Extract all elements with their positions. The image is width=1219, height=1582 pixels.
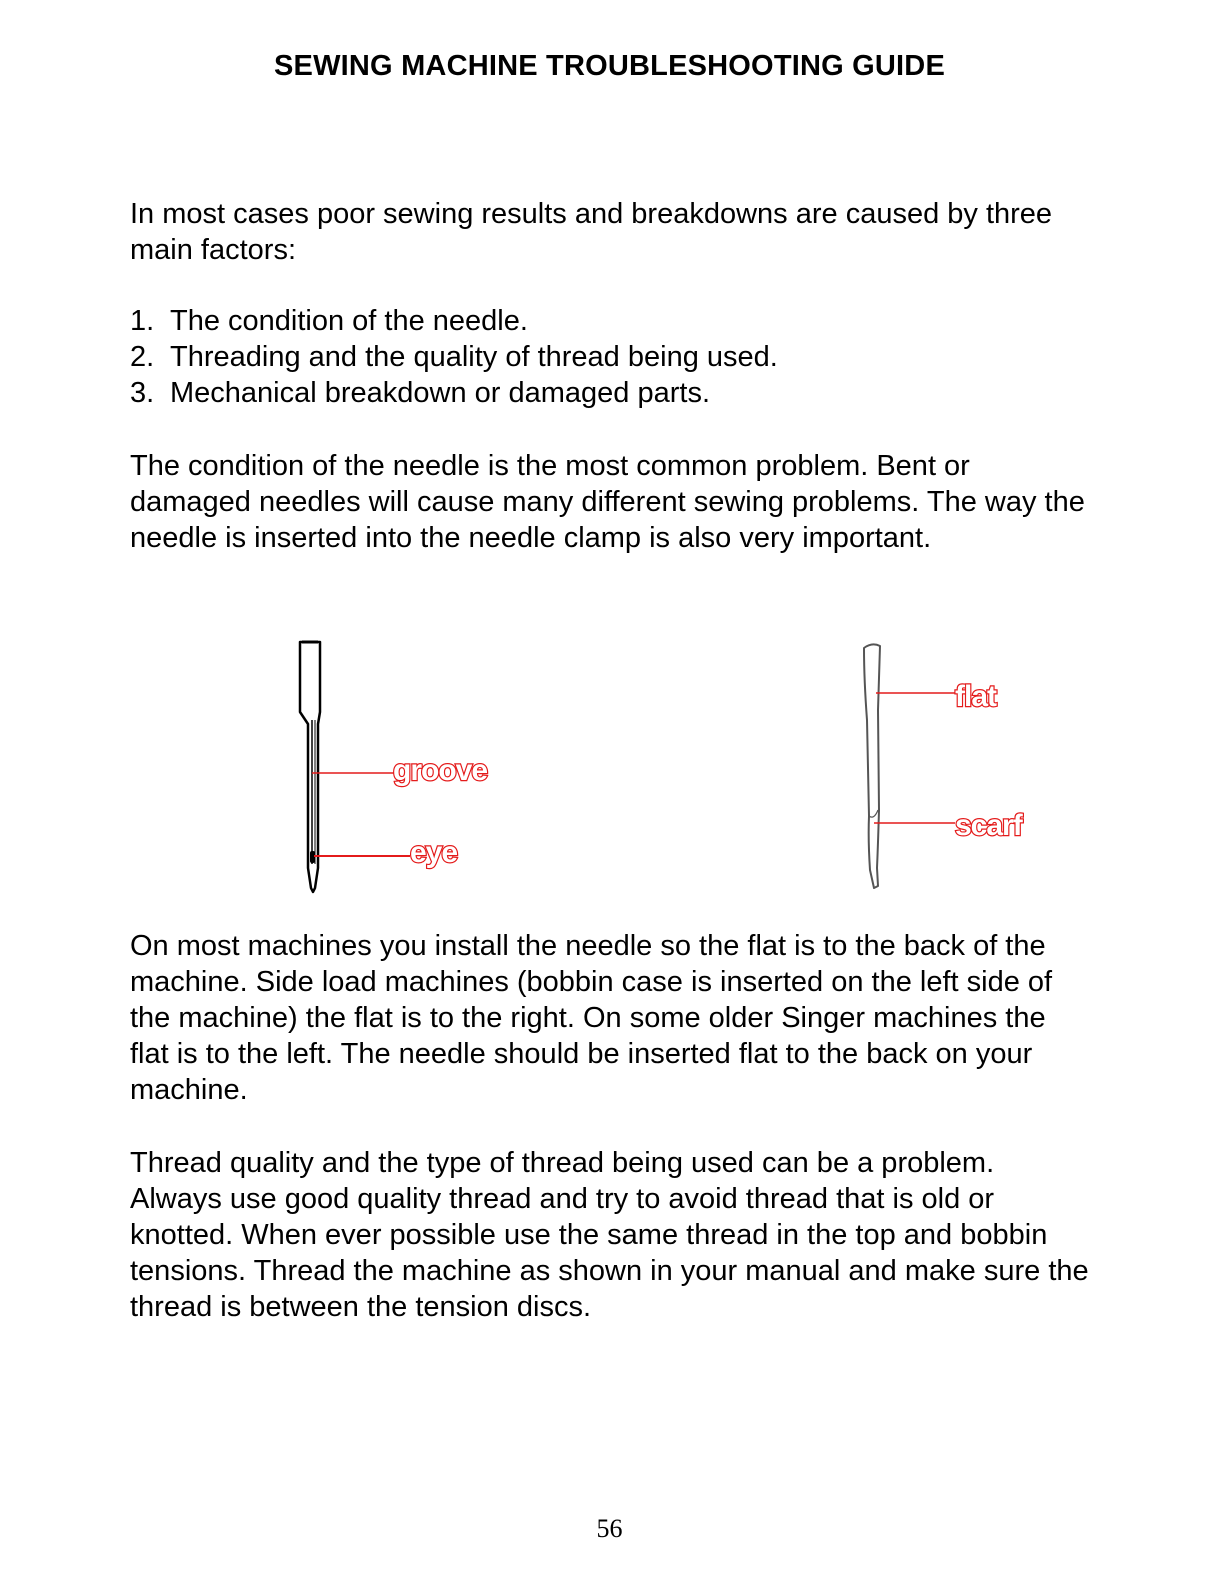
front-needle-illustration (300, 642, 320, 892)
list-item-number: 1. (130, 305, 155, 337)
eye-label: eye (410, 836, 458, 869)
list-item-text: Threading and the quality of thread being used. (170, 341, 778, 373)
side-needle-illustration (864, 644, 880, 888)
list-item (130, 303, 1090, 339)
list-item (130, 375, 1090, 411)
groove-label: groove (393, 754, 488, 787)
page-title: SEWING MACHINE TROUBLESHOOTING GUIDE (274, 50, 945, 82)
list-item-number: 2. (130, 341, 155, 373)
list-item-text: Mechanical breakdown or damaged parts. (170, 377, 711, 409)
factors-list (130, 303, 1090, 411)
scarf-label: scarf (955, 809, 1022, 842)
needle-condition-paragraph: The condition of the needle is the most common problem. Bent or damaged needles will cause many different sewing problems. The way the needle is inserted into the needle clamp is also very important. (130, 450, 1085, 554)
page-number: 56 (596, 1514, 623, 1543)
intro-paragraph: In most cases poor sewing results and breakdowns are caused by three main factors: (130, 198, 1053, 266)
needle-install-paragraph: On most machines you install the needle so the flat is to the back of the machine. Side load machines (bobbin case is inserted on the left side of the machine) the flat is to the right. On some older Singer machines the flat is to the left. The needle should be inserted flat to the back on your machine. (130, 930, 1053, 1106)
list-item-number: 3. (130, 377, 155, 409)
list-item-text: The condition of the needle. (170, 305, 528, 337)
thread-quality-paragraph: Thread quality and the type of thread being used can be a problem. Always use good quality thread and try to avoid thread that is old or knotted. When ever possible use the same thread in the top and bobbin tensions. Thread the machine as shown in your manual and make sure the thread is between the tension discs. (130, 1147, 1089, 1323)
list-item (130, 339, 1090, 375)
needle-diagram (260, 620, 1060, 900)
flat-label: flat (955, 680, 996, 713)
